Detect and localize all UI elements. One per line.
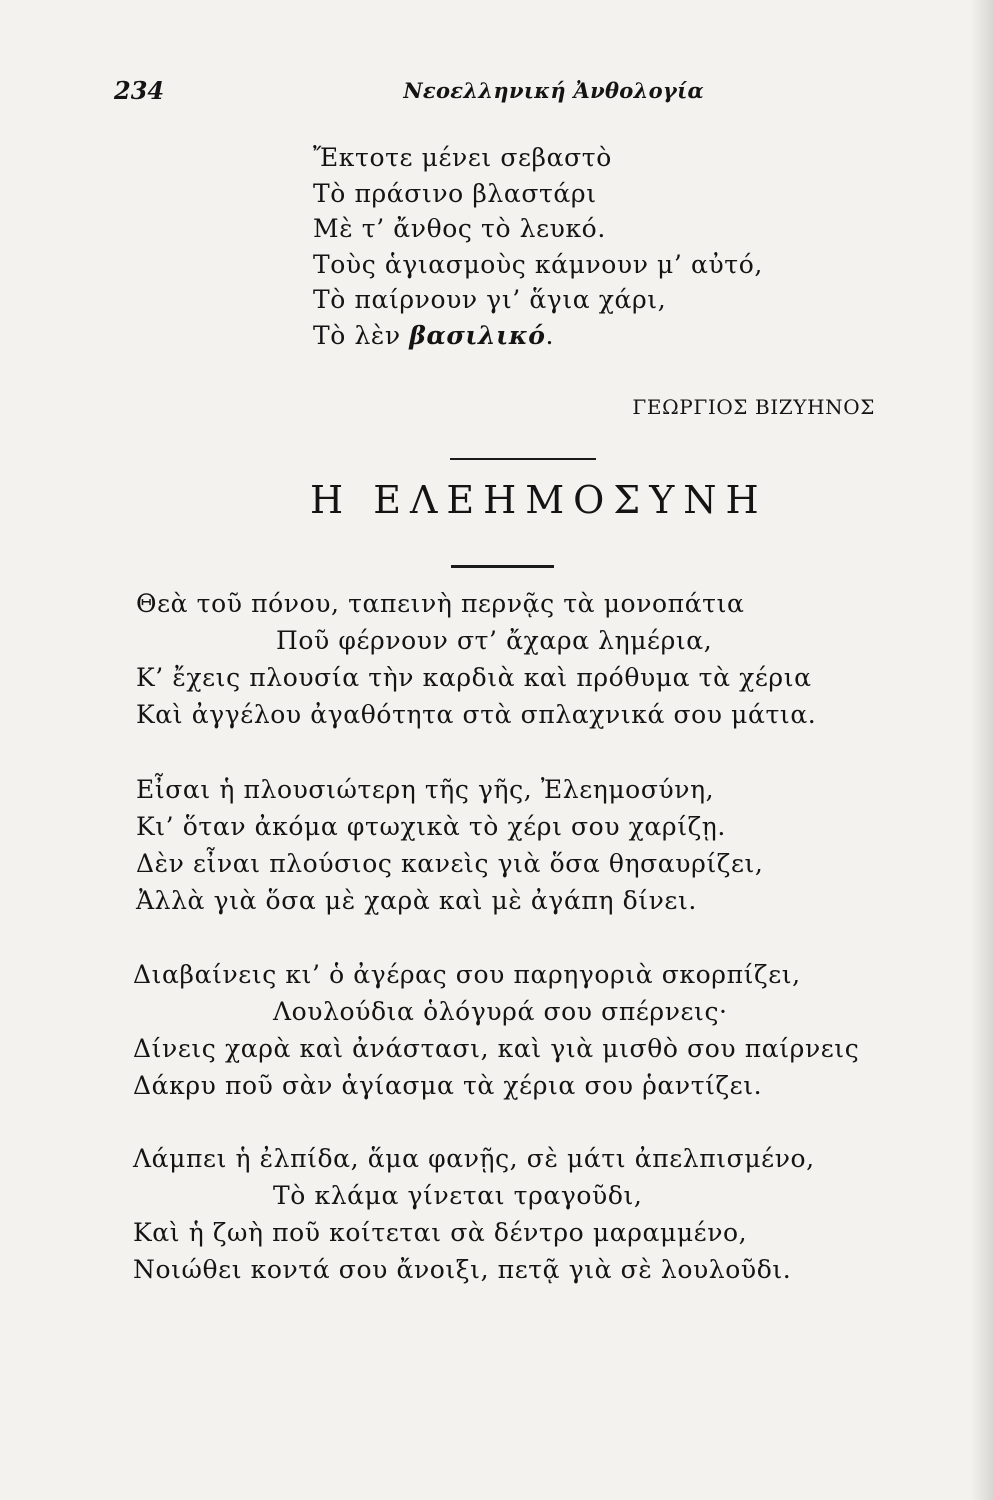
page-edge-shadow: [971, 0, 993, 1500]
verse-line: Ἔκτοτε μένει σεβαστὸ: [313, 143, 612, 172]
verse-line-last: [313, 318, 763, 354]
verse-line-indented: Ποῦ φέρνουν στ’ ἄχαρα λημέρια,: [276, 626, 713, 655]
verse-line: Τοὺς ἁγιασμοὺς κάμνουν μ’ αὐτό,: [313, 249, 763, 279]
verse-line-indented: Τὸ κλάμα γίνεται τραγοῦδι,: [273, 1181, 643, 1210]
verse-line: Νοιώθει κοντά σου ἄνοιξι, πετᾷ γιὰ σὲ λουλοῦδι.: [133, 1255, 792, 1284]
running-head: Νεοελληνική Ἀνθολογία: [403, 78, 704, 103]
stanza-2: [136, 771, 763, 919]
verse-line: Λάμπει ἡ ἐλπίδα, ἅμα φανῇς, σὲ μάτι ἀπελπισμένο,: [133, 1144, 815, 1173]
author-signature: ΓΕΩΡΓΙΟΣ ΒΙΖΥΗΝΟΣ: [632, 395, 875, 419]
verse-line: Μὲ τ’ ἄνθος τὸ λευκό.: [313, 214, 606, 243]
section-divider-bottom: [451, 565, 554, 568]
stanza-3: [133, 956, 859, 1104]
verse-line: Διαβαίνεις κι’ ὁ ἀγέρας σου παρηγοριὰ σκορπίζει,: [133, 960, 801, 989]
section-divider-top: [450, 458, 596, 460]
verse-line: Τὸ παίρνουν γι’ ἅγια χάρι,: [313, 285, 667, 314]
verse-punctuation: .: [545, 320, 555, 350]
emphasized-word: βασιλικό: [409, 320, 546, 350]
verse-line: Κι’ ὅταν ἀκόμα φτωχικὰ τὸ χέρι σου χαρίζῃ.: [136, 812, 726, 841]
verse-line: Δίνεις χαρὰ καὶ ἀνάστασι, καὶ γιὰ μισθὸ σου παίρνεις: [133, 1034, 860, 1063]
verse-line-indented: Λουλούδια ὁλόγυρά σου σπέρνεις·: [273, 997, 728, 1026]
verse-line: Καὶ ἡ ζωὴ ποῦ κοίτεται σὰ δέντρο μαραμμένο,: [133, 1218, 748, 1247]
previous-poem-ending: [313, 140, 763, 353]
verse-line: Δάκρυ ποῦ σὰν ἁγίασμα τὰ χέρια σου ῥαντίζει.: [133, 1071, 763, 1100]
page-number: 234: [114, 76, 165, 105]
verse-line: Τὸ πράσινο βλαστάρι: [313, 178, 597, 208]
stanza-1: [136, 585, 816, 733]
verse-line: Κ’ ἔχεις πλουσία τὴν καρδιὰ καὶ πρόθυμα τὰ χέρια: [136, 663, 812, 692]
stanza-4: [133, 1140, 815, 1288]
verse-line: Δὲν εἶναι πλούσιος κανεὶς γιὰ ὅσα θησαυρίζει,: [136, 849, 764, 878]
verse-line: Εἶσαι ἡ πλουσιώτερη τῆς γῆς, Ἐλεημοσύνη,: [136, 775, 715, 804]
poem-title: Η ΕΛΕΗΜΟΣΥΝΗ: [310, 478, 768, 522]
verse-text: Τὸ λὲν: [313, 320, 410, 350]
verse-line: Θεὰ τοῦ πόνου, ταπεινὴ περνᾷς τὰ μονοπάτια: [136, 589, 745, 618]
verse-line: Ἀλλὰ γιὰ ὅσα μὲ χαρὰ καὶ μὲ ἀγάπη δίνει.: [136, 886, 697, 915]
page-header: [114, 76, 704, 110]
verse-line: Καὶ ἀγγέλου ἀγαθότητα στὰ σπλαχνικά σου μάτια.: [136, 700, 817, 729]
